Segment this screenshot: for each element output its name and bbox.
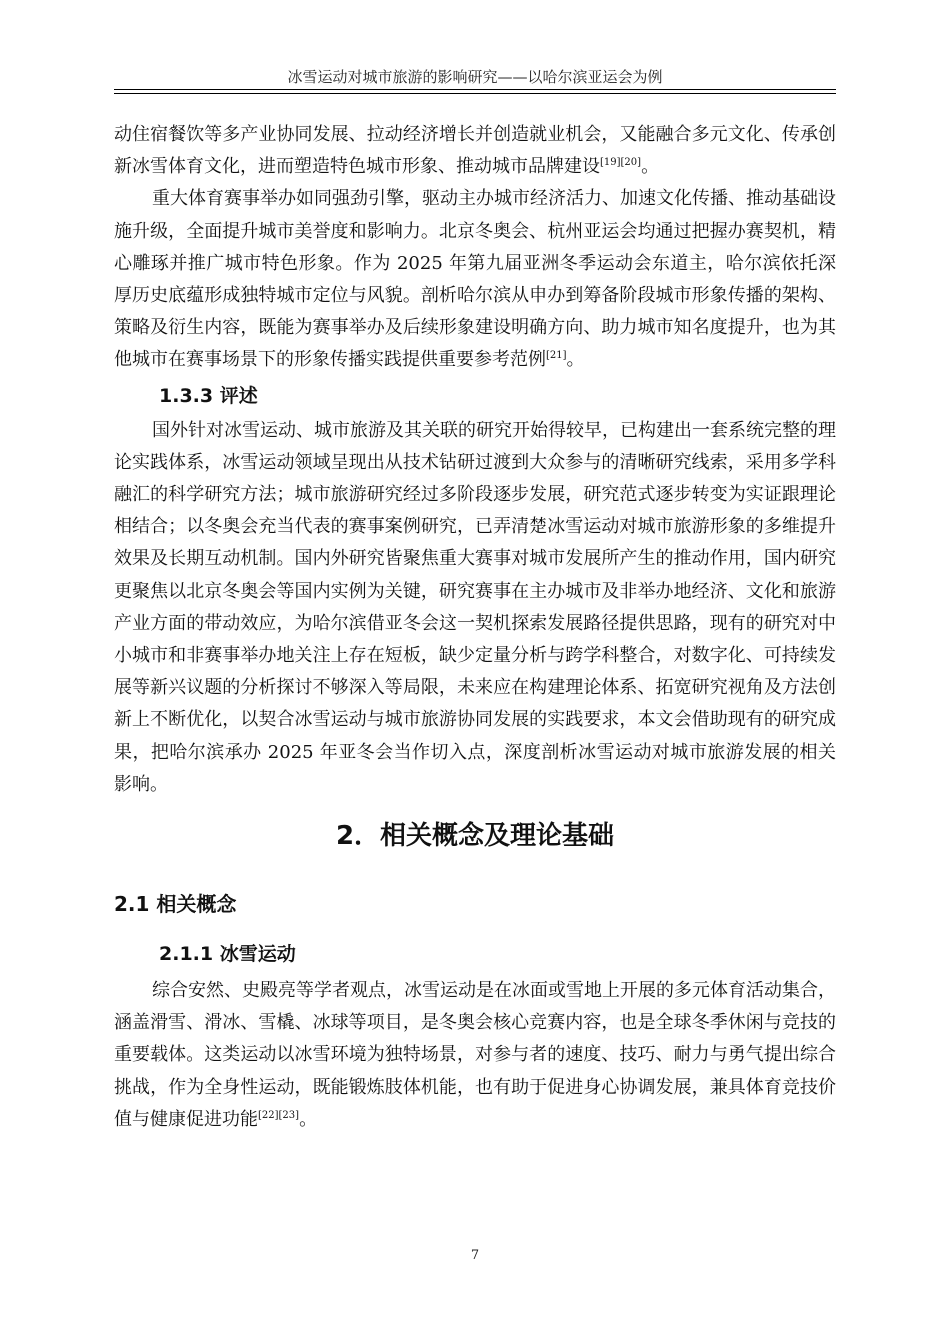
- header-rule-thick: [114, 89, 836, 90]
- chapter-heading: 2．相关概念及理论基础: [335, 821, 615, 852]
- heading-2-1: 2.1 相关概念: [114, 892, 237, 917]
- heading-2-1-1: 2.1.1 冰雪运动: [159, 943, 296, 966]
- heading-1-3-3: 1.3.3 评述: [159, 384, 258, 407]
- paragraph-continued: 动住宿餐饮等多产业协同发展、拉动经济增长并创造就业机会，又能融合多元文化、传承创新冰雪体育文化，进而塑造特色城市形象、推动城市品牌建设[19][20]。: [114, 124, 836, 178]
- header-rule-thin: [114, 93, 836, 94]
- page-number: 7: [470, 1248, 480, 1263]
- page-body: [114, 119, 836, 1136]
- paragraph-review: 国外针对冰雪运动、城市旅游及其关联的研究开始得较早，已构建出一套系统完整的理论实践体系，冰雪运动领域呈现出从技术钻研过渡到大众参与的清晰研究线索，采用多学科融汇的科学研究方法；城市旅游研究经过多阶段逐步发展，研究范式逐步转变为实证跟理论相结合；以冬奥会充当代表的赛事案例研究，已弄清楚冰雪运动对城市旅游形象的多维提升效果及长期互动机制。国内外研究皆聚焦重大赛事对城市发展所产生的推动作用，国内研究更聚焦以北京冬奥会等国内实例为关键，研究赛事在主办城市及非举办地经济、文化和旅游产业方面的带动效应，为哈尔滨借亚冬会这一契机探索发展路径提供思路，现有的研究对中小城市和非赛事举办地关注上存在短板，缺少定量分析与跨学科整合，对数字化、可持续发展等新兴议题的分析探讨不够深入等局限，未来应在构建理论体系、拓宽研究视角及方法创新上不断优化，以契合冰雪运动与城市旅游协同发展的实践要求，本文会借助现有的研究成果，把哈尔滨承办 2025 年亚冬会当作切入点，深度剖析冰雪运动对城市旅游发展的相关影响。: [114, 419, 836, 795]
- citation: [22][23]: [258, 1109, 300, 1121]
- running-header: 冰雪运动对城市旅游的影响研究——以哈尔滨亚运会为例: [287, 68, 663, 86]
- citation: [21]: [546, 350, 567, 362]
- paragraph-major-events: 重大体育赛事举办如同强劲引擎，驱动主办城市经济活力、加速文化传播、推动基础设施升级，全面提升城市美誉度和影响力。北京冬奥会、杭州亚运会均通过把握办赛契机，精心雕琢并推广城市特色形象。作为 2025 年第九届亚洲冬季运动会东道主，哈尔滨依托深厚历史底蕴形成独特城市定位与风貌。剖析哈尔滨从申办到筹备阶段城市形象传播的架构、策略及衍生内容，既能为赛事举办及后续形象建设明确方向、助力城市知名度提升，也为其他城市在赛事场景下的形象传播实践提供重要参考范例[21]。: [114, 188, 836, 371]
- paragraph-ice-snow-definition: 综合安然、史殿亮等学者观点，冰雪运动是在冰面或雪地上开展的多元体育活动集合，涵盖滑雪、滑冰、雪橇、冰球等项目，是冬奥会核心竞赛内容，也是全球冬季休闲与竞技的重要载体。这类运动以冰雪环境为独特场景，对参与者的速度、技巧、耐力与勇气提出综合挑战，作为全身性运动，既能锻炼肢体机能，也有助于促进身心协调发展，兼具体育竞技价值与健康促进功能[22][23]。: [114, 980, 836, 1130]
- citation: [19][20]: [600, 157, 642, 169]
